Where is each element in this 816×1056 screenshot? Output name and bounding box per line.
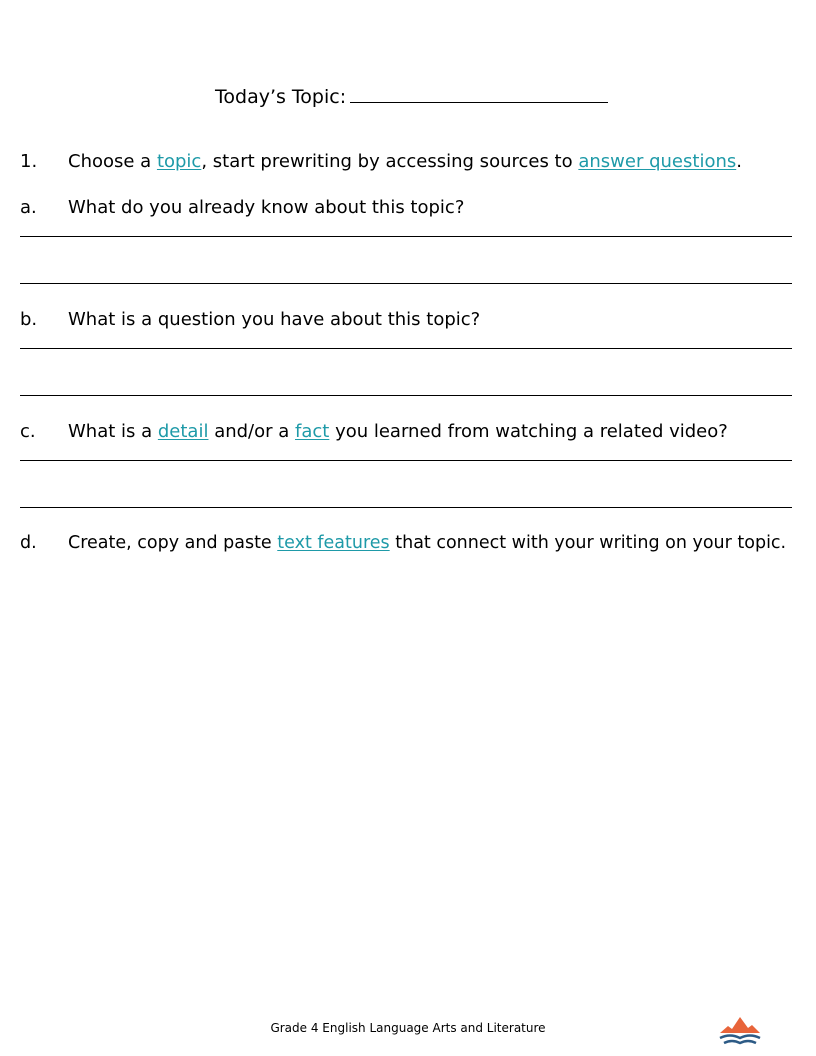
answer-line-c2[interactable] [20, 507, 792, 508]
todays-topic-heading [215, 84, 608, 108]
text-segment: Choose a [68, 151, 157, 172]
item-text: What do you already know about this topic? [68, 197, 465, 218]
item-marker: c. [20, 421, 36, 442]
topic-blank-line[interactable] [350, 84, 608, 103]
detail-link[interactable]: detail [157, 421, 209, 442]
answer-line-b1[interactable] [20, 348, 792, 349]
page-footer: Grade 4 English Language Arts and Literature [270, 1021, 546, 1035]
text-segment: What is a [68, 421, 158, 442]
item-text: What is a question you have about this topic? [68, 309, 481, 330]
todays-topic-label: Today’s Topic: [215, 86, 347, 108]
topic-link[interactable]: topic [156, 151, 202, 172]
item-text [68, 421, 728, 442]
answer-line-a1[interactable] [20, 236, 792, 237]
text-segment: , start prewriting by accessing sources to [201, 151, 579, 172]
item-text [68, 533, 786, 553]
answer-line-c1[interactable] [20, 460, 792, 461]
item-marker: 1. [20, 151, 38, 172]
item-text [68, 151, 742, 172]
answer-line-a2[interactable] [20, 283, 792, 284]
item-marker: a. [20, 197, 37, 218]
text-features-link[interactable]: text features [277, 533, 390, 553]
answer-questions-link[interactable]: answer questions [578, 151, 737, 172]
item-marker: d. [20, 533, 37, 553]
item-marker: b. [20, 309, 38, 330]
text-segment: Create, copy and paste [68, 533, 278, 553]
answer-line-b2[interactable] [20, 395, 792, 396]
text-segment: . [736, 151, 742, 172]
text-segment: that connect with your writing on your topic. [389, 533, 787, 553]
mountain-book-logo-icon [718, 1014, 762, 1046]
text-segment: you learned from watching a related video? [329, 421, 728, 442]
text-segment: and/or a [208, 421, 296, 442]
fact-link[interactable]: fact [295, 421, 330, 442]
